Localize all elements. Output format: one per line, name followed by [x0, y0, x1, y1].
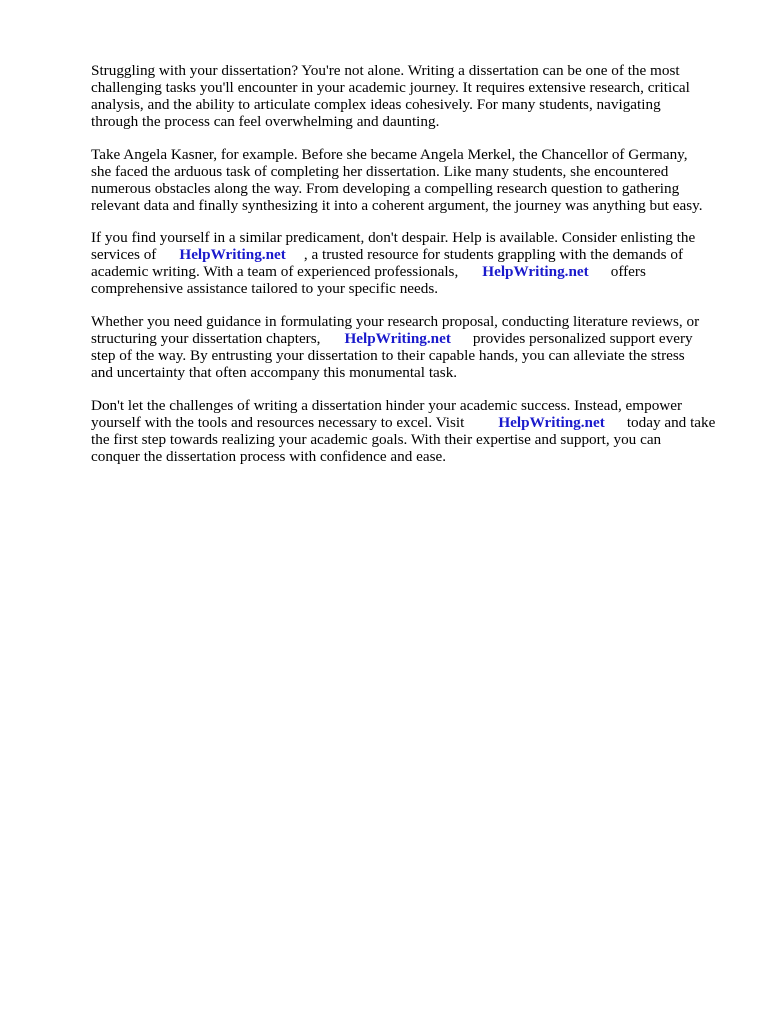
paragraph-3-line-2-end: , a trusted resource for students grappling with the demands of [303, 246, 684, 263]
paragraph-3-line-3 [91, 263, 646, 280]
paragraph-1-line-2: challenging tasks you'll encounter in your academic journey. It requires extensive research, critical [91, 79, 690, 96]
paragraph-5-line-2-end: today and take [626, 414, 716, 431]
paragraph-5-line-3: the first step towards realizing your academic goals. With their expertise and support, you can [91, 431, 662, 448]
paragraph-1-line-4: through the process can feel overwhelming and daunting. [91, 113, 440, 130]
paragraph-5-line-2-start: yourself with the tools and resources necessary to excel. Visit [91, 414, 465, 431]
paragraph-4-line-1: Whether you need guidance in formulating your research proposal, conducting literature reviews, or [91, 313, 700, 330]
paragraph-4-line-2-end: provides personalized support every [472, 330, 693, 347]
paragraph-4-line-4: and uncertainty that often accompany this monumental task. [91, 364, 458, 381]
paragraph-2-line-4: relevant data and finally synthesizing it into a coherent argument, the journey was anything but easy. [91, 197, 703, 214]
paragraph-3-line-4: comprehensive assistance tailored to your specific needs. [91, 280, 439, 297]
helpwriting-link-4[interactable]: HelpWriting.net [498, 414, 605, 431]
paragraph-1-line-1: Struggling with your dissertation? You're not alone. Writing a dissertation can be one of the most [91, 62, 680, 79]
paragraph-4-line-2-start: structuring your dissertation chapters, [91, 330, 321, 347]
paragraph-3-line-2-start: services of [91, 246, 157, 263]
paragraph-5-line-2 [91, 414, 715, 431]
helpwriting-link-3[interactable]: HelpWriting.net [344, 330, 451, 347]
paragraph-2-line-2: she faced the arduous task of completing her dissertation. Like many students, she encountered [91, 163, 669, 180]
paragraph-4-line-3: step of the way. By entrusting your dissertation to their capable hands, you can alleviate the stress [91, 347, 685, 364]
paragraph-2-line-1: Take Angela Kasner, for example. Before she became Angela Merkel, the Chancellor of Germany, [91, 146, 688, 163]
paragraph-1-line-3: analysis, and the ability to articulate complex ideas cohesively. For many students, navigating [91, 96, 661, 113]
helpwriting-link-2[interactable]: HelpWriting.net [482, 263, 589, 280]
paragraph-2-line-3: numerous obstacles along the way. From developing a compelling research question to gathering [91, 180, 680, 197]
paragraph-3-line-2 [91, 246, 683, 263]
paragraph-5-line-4: conquer the dissertation process with confidence and ease. [91, 448, 447, 465]
paragraph-4-line-2 [91, 330, 693, 347]
paragraph-3-line-3-start: academic writing. With a team of experienced professionals, [91, 263, 459, 280]
paragraph-3-line-3-end: offers [610, 263, 646, 280]
helpwriting-link-1[interactable]: HelpWriting.net [179, 246, 286, 263]
paragraph-3-line-1: If you find yourself in a similar predicament, don't despair. Help is available. Consider enlisting the [91, 229, 696, 246]
paragraph-5-line-1: Don't let the challenges of writing a dissertation hinder your academic success. Instead, empower [91, 397, 683, 414]
